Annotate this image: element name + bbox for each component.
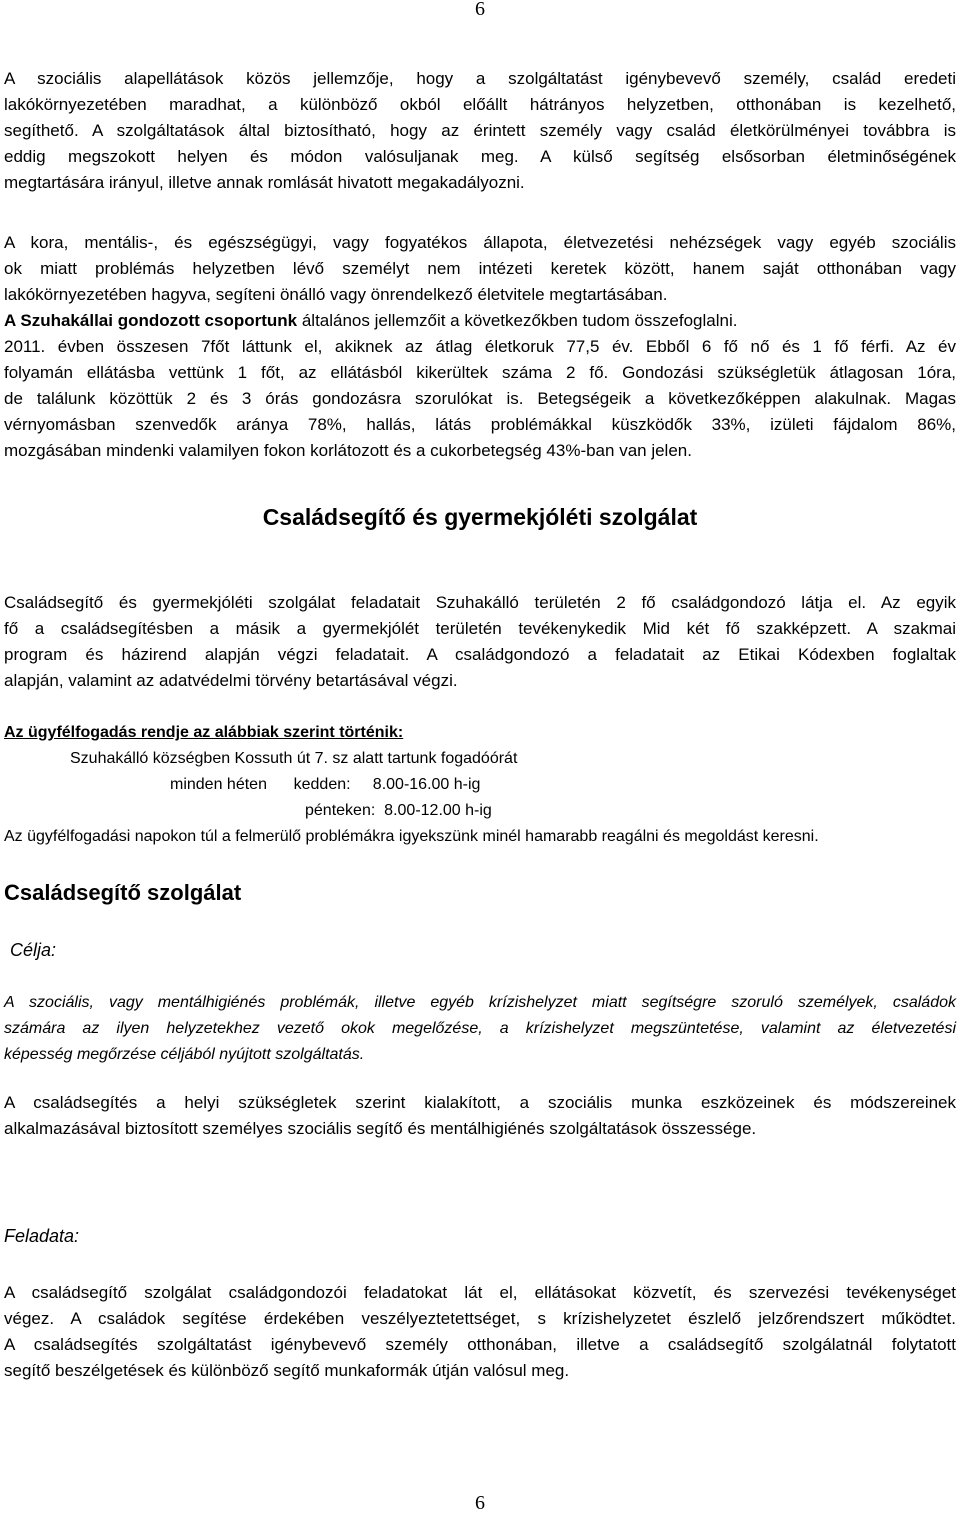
text-line: végez. A családok segítése érdekében veszélyeztetettséget, s krízishelyzetet észlelő jelzőrendszert működtet. (4, 1309, 956, 1328)
family-help-title: Családsegítő szolgálat (4, 880, 242, 905)
text-rest: általános jellemzőit a következőkben tudom összefoglalni. (297, 311, 738, 330)
text-line: A kora, mentális-, és egészségügyi, vagy fogyatékos állapota, életvezetési nehézségek vagy egyéb szociális (4, 233, 956, 252)
text-line: A szociális alapellátások közös jellemzője, hogy a szolgáltatást igénybevevő személy, család eredeti (4, 69, 956, 88)
text-line: vérnyomásban szenvedők aránya 78%, hallás, látás problémákkal küszködők 33%, izületi fájdalom 86%, (4, 415, 956, 434)
reception-friday: pénteken: 8.00-12.00 h-ig (305, 802, 492, 819)
text-line: A családsegítés a helyi szükségletek szerint kialakított, a szociális munka eszközeinek és módszereinek (4, 1093, 956, 1112)
reception-tuesday: minden héten kedden: 8.00-16.00 h-ig (170, 776, 481, 793)
paragraph-tasks (4, 1280, 956, 1384)
text-line: 2011. évben összesen 7főt láttunk el, akiknek az átlag életkoruk 77,5 év. Ebből 6 fő nő és 1 fő férfi. Az év (4, 337, 956, 356)
text-line: megtartására irányul, illetve annak romlását hivatott megakadályozni. (4, 173, 525, 192)
text-line: alapján, valamint az adatvédelmi törvény betartásával végzi. (4, 671, 458, 690)
text-line (4, 308, 956, 334)
text-line: fő a családsegítésben a másik a gyermekjólét területén tevékenykedik Mid két fő szakképzett. A szakmai (4, 619, 956, 638)
reception-address: Szuhakálló községben Kossuth út 7. sz alatt tartunk fogadóórát (70, 750, 518, 767)
text-line: eddig megszokott helyen és módon valósuljanak meg. A külső segítség elsősorban életminőségének (4, 147, 956, 166)
text-line: Családsegítő és gyermekjóléti szolgálat feladatait Szuhakálló területén 2 fő családgondozó látja el. Az egyik (4, 593, 956, 612)
reception-heading: Az ügyfélfogadás rendje az alábbiak szerint történik: (4, 724, 404, 741)
task-label: Feladata: (4, 1226, 80, 1246)
page-number-top: 6 (475, 0, 485, 20)
text-line: lakókörnyezetében maradhat, a különböző okból előállt hátrányos helyzetben, otthonában is kezelhető, (4, 95, 956, 114)
text-line: de találunk közöttük 2 és 3 órás gondozásra szorulókat is. Betegségeik a következőképpen alakulnak. Magas (4, 389, 956, 408)
text-line: lakókörnyezetében hagyva, segíteni önálló vagy önrendelkező életvitele megtartásában. (4, 285, 668, 304)
bold-lead: A Szuhakállai gondozott csoportunk (4, 311, 298, 330)
text-line: A szociális, vagy mentálhigiénés problémák, illetve egyéb krízishelyzet miatt segítségre szoruló személyek, családok (4, 994, 956, 1011)
text-line: képesség megőrzése céljából nyújtott szolgáltatás. (4, 1046, 365, 1063)
text-line: mozgásában mindenki valamilyen fokon korlátozott és a cukorbetegség 43%-ban van jelen. (4, 441, 692, 460)
paragraph-intro (4, 66, 956, 196)
text-line: segíthető. A szolgáltatások által biztosítható, hogy az érintett személy vagy család életkörülményei továbbra is (4, 121, 956, 140)
text-line: program és házirend alapján végzi feladatait. A családgondozó a feladatait az Etikai Kódexben foglaltak (4, 645, 956, 664)
text-line: A családsegítés szolgáltatást igénybevevő személy otthonában, illetve a családsegítő szolgálatnál folytatott (4, 1335, 956, 1354)
text-line: segítő beszélgetések és különböző segítő munkaformák útján valósul meg. (4, 1361, 570, 1380)
text-line: számára az ilyen helyzetekhez vezető okok megelőzése, a krízishelyzet megszüntetése, valamint az életvezetési (4, 1020, 956, 1037)
text-line: folyamán ellátásba vettünk 1 főt, az ellátásból kikerültek száma 2 fő. Gondozási szükségletük átlagosan 1óra, (4, 363, 956, 382)
text-line: alkalmazásával biztosított személyes szociális segítő és mentálhigiénés szolgáltatások összessége. (4, 1119, 757, 1138)
section-title: Családsegítő és gyermekjóléti szolgálat (262, 504, 698, 530)
text-line: A családsegítő szolgálat családgondozói feladatokat lát el, ellátásokat közvetít, és szervezési tevékenységet (4, 1283, 956, 1302)
page-number-bottom: 6 (475, 1492, 485, 1514)
paragraph-care-group (4, 230, 956, 464)
goal-label: Célja: (10, 940, 57, 960)
paragraph-definition (4, 1090, 956, 1142)
paragraph-service (4, 590, 956, 694)
reception-note: Az ügyfélfogadási napokon túl a felmerülő problémákra igyekszünk minél hamarabb reagálni és megoldást keresni. (4, 828, 819, 845)
text-line: ok miatt problémás helyzetben lévő személyt nem intézeti keretek között, hanem saját otthonában vagy (4, 259, 956, 278)
paragraph-goal (4, 990, 956, 1068)
